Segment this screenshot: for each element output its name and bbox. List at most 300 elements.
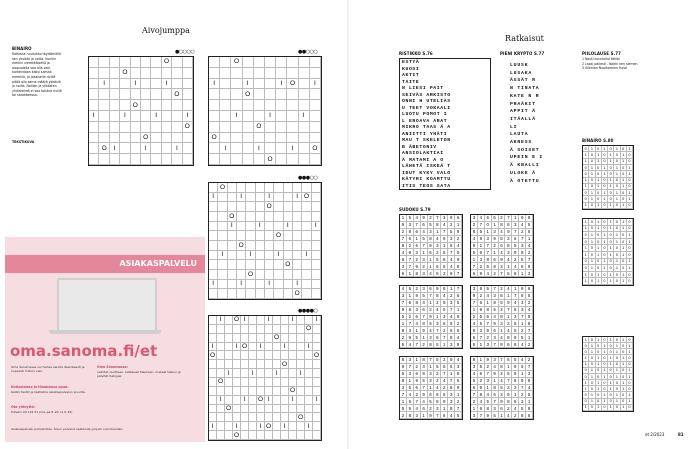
grid-cell: O — [243, 89, 254, 100]
grid-cell: 1 — [608, 159, 614, 165]
grid-cell: 0 — [621, 349, 627, 355]
grid-cell — [312, 241, 321, 251]
grid-cell — [312, 193, 321, 203]
binairo-credit: TEKSTIKUVA — [12, 140, 35, 144]
grid-cell — [120, 100, 130, 111]
grid-cell: 1 — [627, 239, 633, 246]
grid-cell: 1 — [608, 219, 614, 226]
grid-cell: I — [256, 222, 265, 232]
grid-cell — [89, 79, 99, 90]
grid-cell: 7 — [526, 364, 533, 371]
grid-cell: 8 — [471, 357, 478, 364]
grid-cell: 9 — [455, 256, 462, 263]
grid-cell — [243, 100, 254, 111]
grid-cell: 1 — [400, 398, 407, 405]
piilolause-line: 3 Vilenian Nuolkamion Funol — [582, 66, 628, 71]
grid-cell — [209, 334, 217, 343]
grid-cell: 0 — [583, 171, 589, 177]
grid-cell: 0 — [608, 392, 614, 398]
grid-cell — [276, 143, 287, 154]
grid-cell — [289, 422, 297, 431]
grid-cell: 5 — [421, 236, 428, 243]
grid-cell: 9 — [519, 215, 526, 222]
grid-cell — [209, 289, 218, 299]
krypto-row: LAUTA — [510, 132, 529, 138]
grid-cell — [249, 396, 257, 405]
grid-cell: 0 — [602, 355, 608, 361]
grid-cell — [265, 270, 274, 280]
grid-cell: I — [305, 422, 313, 431]
grid-cell: 3 — [414, 249, 421, 256]
grid-cell: 8 — [505, 334, 512, 341]
grid-cell: 5 — [526, 222, 533, 229]
grid-cell: I — [276, 79, 287, 90]
grid-cell — [120, 143, 130, 154]
grid-cell — [256, 241, 265, 251]
grid-cell: 4 — [441, 222, 448, 229]
grid-cell: 8 — [485, 405, 492, 412]
grid-cell — [256, 202, 265, 212]
grid-cell: 4 — [441, 378, 448, 385]
grid-cell: 3 — [434, 405, 441, 412]
grid-cell: 1 — [608, 386, 614, 392]
grid-cell: 1 — [526, 398, 533, 405]
grid-cell: 6 — [512, 320, 519, 327]
grid-cell: 1 — [596, 278, 602, 285]
grid-cell — [254, 57, 265, 68]
grid-cell: 5 — [478, 314, 485, 321]
grid-cell — [183, 143, 193, 154]
grid-cell: 6 — [526, 229, 533, 236]
grid-cell: 3 — [428, 229, 435, 236]
grid-cell — [225, 396, 233, 405]
grid-cell: 3 — [407, 222, 414, 229]
grid-cell: O — [131, 100, 141, 111]
grid-cell: 0 — [621, 165, 627, 171]
grid-cell — [209, 241, 218, 251]
grid-cell — [231, 79, 242, 90]
grid-cell — [233, 387, 241, 396]
grid-cell: 4 — [455, 357, 462, 364]
grid-cell: 1 — [602, 196, 608, 202]
grid-cell — [265, 212, 274, 222]
grid-cell — [312, 280, 321, 290]
grid-cell — [273, 343, 281, 352]
grid-cell: 4 — [428, 327, 435, 334]
grid-cell — [256, 270, 265, 280]
grid-cell: 6 — [505, 222, 512, 229]
grid-cell — [254, 154, 265, 165]
krypto-row: ITÄALLÄ — [510, 116, 536, 122]
grid-cell — [228, 202, 237, 212]
grid-cell: I — [183, 111, 193, 122]
grid-cell — [265, 57, 276, 68]
grid-cell: 0 — [596, 190, 602, 196]
grid-cell — [273, 422, 281, 431]
grid-cell: 1 — [589, 265, 595, 272]
grid-cell — [281, 405, 289, 414]
grid-cell — [276, 154, 287, 165]
grid-cell: 8 — [455, 371, 462, 378]
grid-cell — [233, 405, 241, 414]
grid-cell: 2 — [455, 320, 462, 327]
grid-cell: 6 — [428, 249, 435, 256]
grid-cell: 3 — [519, 398, 526, 405]
grid-cell — [237, 222, 246, 232]
grid-cell: 7 — [407, 320, 414, 327]
grid-cell: 4 — [448, 263, 455, 270]
grid-cell: 1 — [614, 239, 620, 246]
grid-cell: 3 — [478, 327, 485, 334]
grid-cell: 4 — [455, 243, 462, 250]
grid-cell: 5 — [428, 398, 435, 405]
grid-cell — [141, 111, 151, 122]
grid-cell: 9 — [455, 229, 462, 236]
grid-cell — [284, 270, 293, 280]
grid-cell: O — [289, 387, 296, 395]
ristikko-row: U TEET VOKAALI — [402, 105, 451, 111]
grid-cell: 8 — [519, 249, 526, 256]
grid-cell — [209, 251, 218, 261]
sudoku-solution-1 — [399, 214, 463, 278]
grid-cell — [310, 89, 321, 100]
grid-cell — [231, 133, 242, 144]
grid-cell: 0 — [602, 405, 608, 411]
grid-cell: I — [265, 111, 276, 122]
grid-cell — [257, 405, 265, 414]
grid-cell — [310, 133, 321, 144]
grid-cell: 0 — [583, 265, 589, 272]
grid-cell: 3 — [492, 334, 499, 341]
grid-cell: 9 — [485, 412, 492, 419]
grid-cell — [162, 122, 172, 133]
grid-cell — [265, 133, 276, 144]
grid-cell: I — [162, 79, 172, 90]
grid-cell — [246, 222, 255, 232]
piilolause-solution — [582, 57, 682, 71]
grid-cell: 7 — [512, 229, 519, 236]
grid-cell: 3 — [485, 378, 492, 385]
grid-cell: 5 — [512, 357, 519, 364]
grid-cell — [89, 122, 99, 133]
grid-cell — [243, 143, 254, 154]
grid-cell: I — [237, 193, 246, 203]
grid-cell: 7 — [485, 320, 492, 327]
grid-cell: 5 — [492, 412, 499, 419]
grid-cell — [310, 57, 321, 68]
grid-cell — [120, 79, 130, 90]
grid-cell: 0 — [602, 203, 608, 209]
grid-cell: O — [233, 316, 240, 324]
grid-cell: 1 — [589, 368, 595, 374]
grid-cell — [225, 387, 233, 396]
grid-cell: 4 — [526, 243, 533, 250]
grid-cell: 1 — [596, 219, 602, 226]
grid-cell — [209, 260, 218, 270]
grid-cell — [287, 89, 298, 100]
grid-cell — [257, 316, 265, 325]
grid-cell — [293, 212, 302, 222]
grid-cell: 9 — [492, 320, 499, 327]
grid-cell — [172, 122, 182, 133]
grid-cell: 1 — [583, 272, 589, 279]
grid-cell: 7 — [407, 364, 414, 371]
grid-cell: 1 — [583, 355, 589, 361]
grid-cell: 5 — [400, 405, 407, 412]
grid-cell: 1 — [589, 392, 595, 398]
grid-cell: O — [305, 325, 312, 333]
grid-cell: 1 — [614, 392, 620, 398]
grid-cell: 0 — [602, 226, 608, 233]
grid-cell: 6 — [421, 405, 428, 412]
grid-cell — [151, 68, 161, 79]
customer-service-ad — [5, 237, 205, 442]
grid-cell: 1 — [608, 405, 614, 411]
grid-cell — [256, 183, 265, 193]
grid-cell: 3 — [471, 286, 478, 293]
grid-cell — [281, 325, 289, 334]
grid-cell: 8 — [492, 263, 499, 270]
grid-cell — [151, 133, 161, 144]
grid-cell: 9 — [499, 341, 506, 348]
grid-cell: 0 — [614, 278, 620, 285]
grid-cell: 7 — [478, 412, 485, 419]
grid-cell — [265, 289, 274, 299]
grid-cell — [265, 351, 273, 360]
grid-cell: 3 — [526, 270, 533, 277]
grid-cell: 2 — [434, 378, 441, 385]
grid-cell: 5 — [441, 391, 448, 398]
grid-cell: 0 — [621, 171, 627, 177]
grid-cell — [305, 369, 313, 378]
grid-cell — [305, 316, 313, 325]
grid-cell: 6 — [421, 307, 428, 314]
grid-cell: 1 — [621, 380, 627, 386]
grid-cell: O — [237, 241, 246, 251]
grid-cell: 4 — [448, 412, 455, 419]
ristikko-row: LUOTU POMOT I — [402, 112, 448, 117]
difficulty-rating: ●●●●○ — [298, 308, 318, 314]
grid-cell — [284, 231, 293, 241]
grid-cell: 5 — [471, 249, 478, 256]
grid-cell — [243, 111, 254, 122]
grid-cell: 1 — [627, 265, 633, 272]
grid-cell: 1 — [441, 405, 448, 412]
grid-cell: 3 — [455, 364, 462, 371]
grid-cell: 6 — [485, 215, 492, 222]
grid-cell: 9 — [441, 300, 448, 307]
grid-cell — [209, 405, 217, 414]
grid-cell: 8 — [505, 398, 512, 405]
grid-cell: 7 — [512, 293, 519, 300]
grid-cell — [287, 133, 298, 144]
grid-cell — [225, 413, 233, 422]
grid-cell — [313, 387, 321, 396]
grid-cell: O — [218, 183, 227, 193]
ristikko-row: B ÄBETONIV — [402, 144, 437, 150]
grid-cell — [110, 154, 120, 165]
grid-cell — [209, 154, 220, 165]
grid-cell — [110, 111, 120, 122]
grid-cell: I — [281, 343, 289, 352]
grid-cell: 6 — [448, 327, 455, 334]
grid-cell: 2 — [505, 236, 512, 243]
grid-cell: 1 — [471, 256, 478, 263]
grid-cell — [231, 154, 242, 165]
grid-cell — [254, 133, 265, 144]
grid-cell — [228, 193, 237, 203]
grid-cell: O — [293, 289, 302, 299]
grid-cell: 2 — [478, 293, 485, 300]
grid-cell: 1 — [583, 178, 589, 184]
grid-cell: 0 — [627, 245, 633, 252]
grid-cell: 1 — [627, 232, 633, 239]
grid-cell: I — [217, 316, 225, 325]
grid-cell — [110, 122, 120, 133]
grid-cell — [289, 343, 297, 352]
grid-cell — [246, 231, 255, 241]
grid-cell — [257, 325, 265, 334]
grid-cell — [241, 378, 249, 387]
grid-cell — [312, 270, 321, 280]
grid-cell: 1 — [471, 307, 478, 314]
grid-cell — [183, 89, 193, 100]
grid-cell: 1 — [608, 337, 614, 343]
grid-cell — [217, 413, 225, 422]
grid-cell — [265, 231, 274, 241]
grid-cell — [299, 68, 310, 79]
grid-cell: 6 — [414, 314, 421, 321]
grid-cell: 1 — [589, 259, 595, 266]
grid-cell: 1 — [505, 364, 512, 371]
grid-cell — [281, 369, 289, 378]
ad-url[interactable]: oma.sanoma.fi/et — [10, 342, 158, 360]
grid-cell: 1 — [583, 362, 589, 368]
grid-cell: 9 — [441, 236, 448, 243]
grid-cell: 7 — [421, 385, 428, 392]
grid-cell — [276, 57, 287, 68]
grid-cell: 1 — [455, 391, 462, 398]
krypto-row: LI — [510, 124, 518, 130]
grid-cell: 0 — [627, 362, 633, 368]
grid-cell: 6 — [455, 215, 462, 222]
grid-cell — [110, 100, 120, 111]
grid-cell — [257, 378, 265, 387]
grid-cell — [302, 222, 311, 232]
grid-cell: 8 — [478, 391, 485, 398]
grid-cell — [225, 431, 233, 440]
grid-cell — [273, 387, 281, 396]
grid-cell: I — [281, 422, 289, 431]
grid-cell — [225, 422, 233, 431]
grid-cell: 1 — [608, 355, 614, 361]
grid-cell: 1 — [485, 229, 492, 236]
grid-cell: 0 — [596, 343, 602, 349]
krypto-row: PRAÄKIT — [510, 101, 536, 107]
grid-cell: 8 — [448, 334, 455, 341]
grid-cell: 0 — [602, 252, 608, 259]
grid-cell: 9 — [505, 300, 512, 307]
grid-cell: 2 — [478, 378, 485, 385]
grid-cell: 9 — [526, 263, 533, 270]
grid-cell — [241, 413, 249, 422]
grid-cell — [284, 280, 293, 290]
grid-cell — [99, 133, 109, 144]
grid-cell: 2 — [526, 341, 533, 348]
grid-cell — [265, 369, 273, 378]
grid-cell — [246, 289, 255, 299]
grid-cell: 0 — [596, 374, 602, 380]
grid-cell: I — [313, 396, 321, 405]
grid-cell: 5 — [478, 229, 485, 236]
grid-cell — [131, 57, 141, 68]
grid-cell — [299, 57, 310, 68]
grid-cell: I — [241, 316, 249, 325]
grid-cell: O — [273, 334, 280, 342]
sudoku-solution-3 — [399, 285, 463, 349]
grid-cell — [249, 343, 257, 352]
grid-cell: 2 — [471, 314, 478, 321]
grid-cell — [89, 100, 99, 111]
grid-cell — [172, 100, 182, 111]
grid-cell — [299, 154, 310, 165]
grid-cell — [281, 351, 289, 360]
grid-cell: 0 — [596, 349, 602, 355]
grid-cell: I — [209, 193, 218, 203]
page-title-right: Ratkaisut — [505, 34, 544, 43]
grid-cell: 7 — [421, 243, 428, 250]
grid-cell — [273, 325, 281, 334]
grid-cell: 6 — [478, 405, 485, 412]
grid-cell — [297, 325, 305, 334]
grid-cell — [233, 369, 241, 378]
grid-cell: 0 — [621, 399, 627, 405]
grid-cell: 1 — [583, 245, 589, 252]
grid-cell: 1 — [589, 165, 595, 171]
grid-cell — [99, 154, 109, 165]
grid-cell: 4 — [471, 371, 478, 378]
grid-cell: 1 — [583, 380, 589, 386]
grid-cell — [237, 270, 246, 280]
grid-cell: 4 — [505, 286, 512, 293]
grid-cell: 6 — [434, 263, 441, 270]
grid-cell: 3 — [492, 357, 499, 364]
grid-cell: 6 — [505, 357, 512, 364]
grid-cell: 5 — [455, 412, 462, 419]
grid-cell: 7 — [478, 222, 485, 229]
grid-cell — [249, 378, 257, 387]
krypto-row: UPEIN E I — [510, 155, 544, 161]
grid-cell: 2 — [512, 412, 519, 419]
grid-cell: 7 — [519, 236, 526, 243]
grid-cell: 0 — [621, 190, 627, 196]
grid-cell — [209, 369, 217, 378]
grid-cell — [233, 396, 241, 405]
grid-cell: 6 — [519, 364, 526, 371]
grid-cell: 8 — [407, 229, 414, 236]
grid-cell — [274, 183, 283, 193]
grid-cell: 1 — [428, 385, 435, 392]
grid-cell — [220, 154, 231, 165]
grid-cell — [151, 143, 161, 154]
grid-cell: 0 — [602, 178, 608, 184]
grid-cell: 1 — [596, 355, 602, 361]
grid-cell — [218, 212, 227, 222]
grid-cell: 9 — [519, 378, 526, 385]
grid-cell: 7 — [505, 215, 512, 222]
grid-cell: 0 — [602, 152, 608, 158]
grid-cell — [131, 122, 141, 133]
